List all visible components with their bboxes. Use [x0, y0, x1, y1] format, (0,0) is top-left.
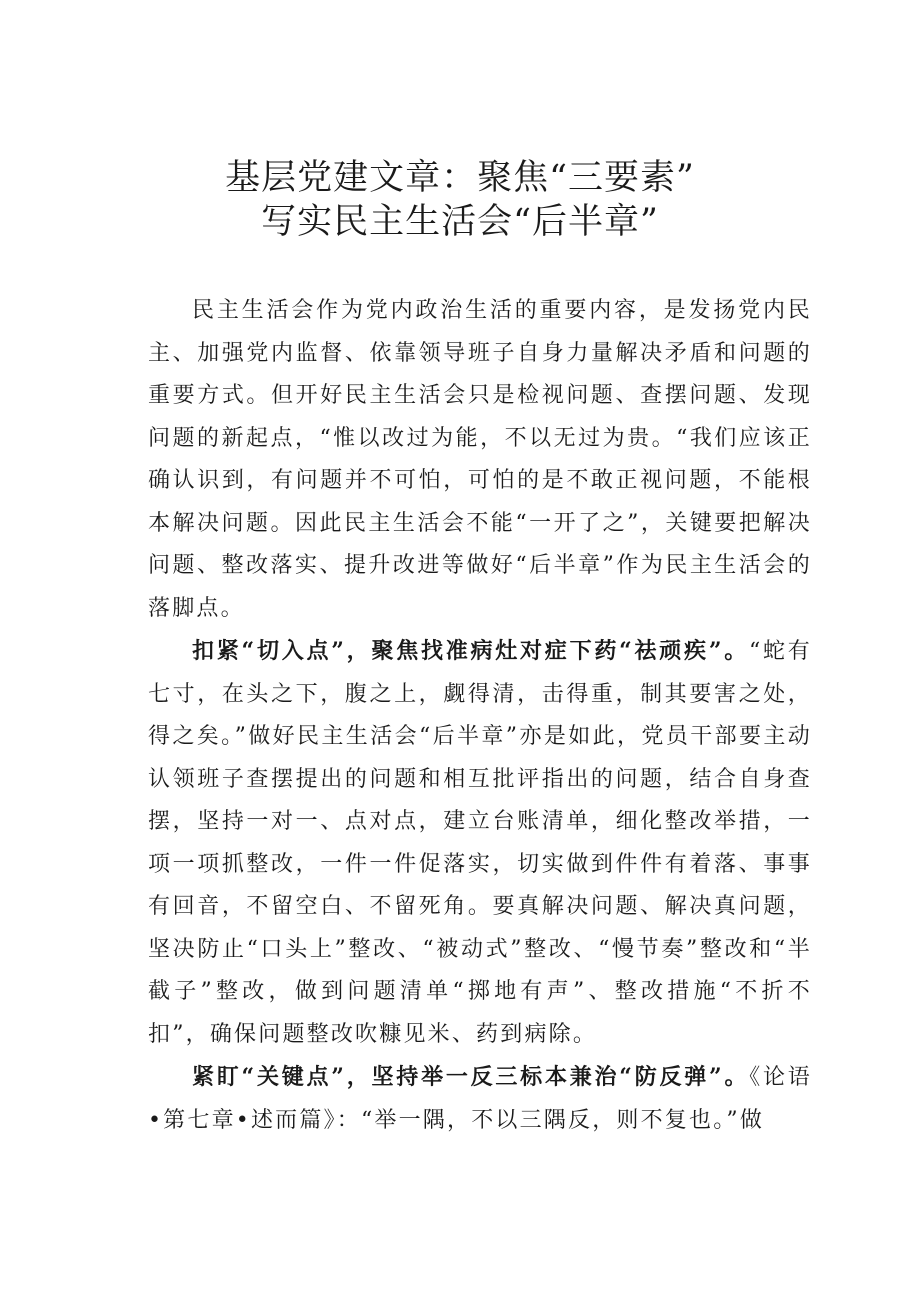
paragraph-intro: [148, 290, 812, 630]
paragraph-key-point-heading: 紧盯“关键点”，坚持举一反三标本兼治“防反弹”。: [192, 1064, 750, 1090]
paragraph-entry-point-heading: 扣紧“切入点”，聚焦找准病灶对症下药“祛顽疾”。: [192, 638, 750, 664]
paragraph-entry-point: [148, 630, 812, 1056]
document-body: [148, 290, 812, 1142]
paragraph-key-point: [148, 1056, 812, 1142]
paragraph-key-point-text: 《论语•第七章•述而篇》：“举一隅，不以三隅反，则不复也。”做: [148, 1065, 813, 1133]
paragraph-entry-point-text: “蛇有七寸，在头之下，腹之上，觑得清，击得重，制其要害之处，得之矣。”做好民主生活会“后半章”亦是如此，党员干部要主动认领班子查摆提出的问题和相互批评指出的问题，结合自身查摆，坚持一对一、点对点，建立台账清单，细化整改举措，一项一项抓整改，一件一件促落实，切实做到件件有着落、事事有回音，不留空白、不留死角。要真解决问题、解决真问题，坚决防止“口头上”整改、“被动式”整改、“慢节奏”整改和“半截子”整改，做到问题清单“掷地有声”、整改措施“不折不扣”，确保问题整改吹糠见米、药到病除。: [148, 639, 812, 1047]
document-title-line-2: 写实民主生活会“后半章”: [261, 202, 659, 242]
document-title-line-1: 基层党建文章：聚焦“三要素”: [225, 158, 695, 198]
paragraph-intro-text: 民主生活会作为党内政治生活的重要内容，是发扬党内民主、加强党内监督、依靠领导班子自身力量解决矛盾和问题的重要方式。但开好民主生活会只是检视问题、查摆问题、发现问题的新起点，“惟以改过为能，不以无过为贵。“我们应该正确认识到，有问题并不可怕，可怕的是不敢正视问题，不能根本解决问题。因此民主生活会不能“一开了之”，关键要把解决问题、整改落实、提升改进等做好“后半章”作为民主生活会的落脚点。: [148, 298, 812, 621]
